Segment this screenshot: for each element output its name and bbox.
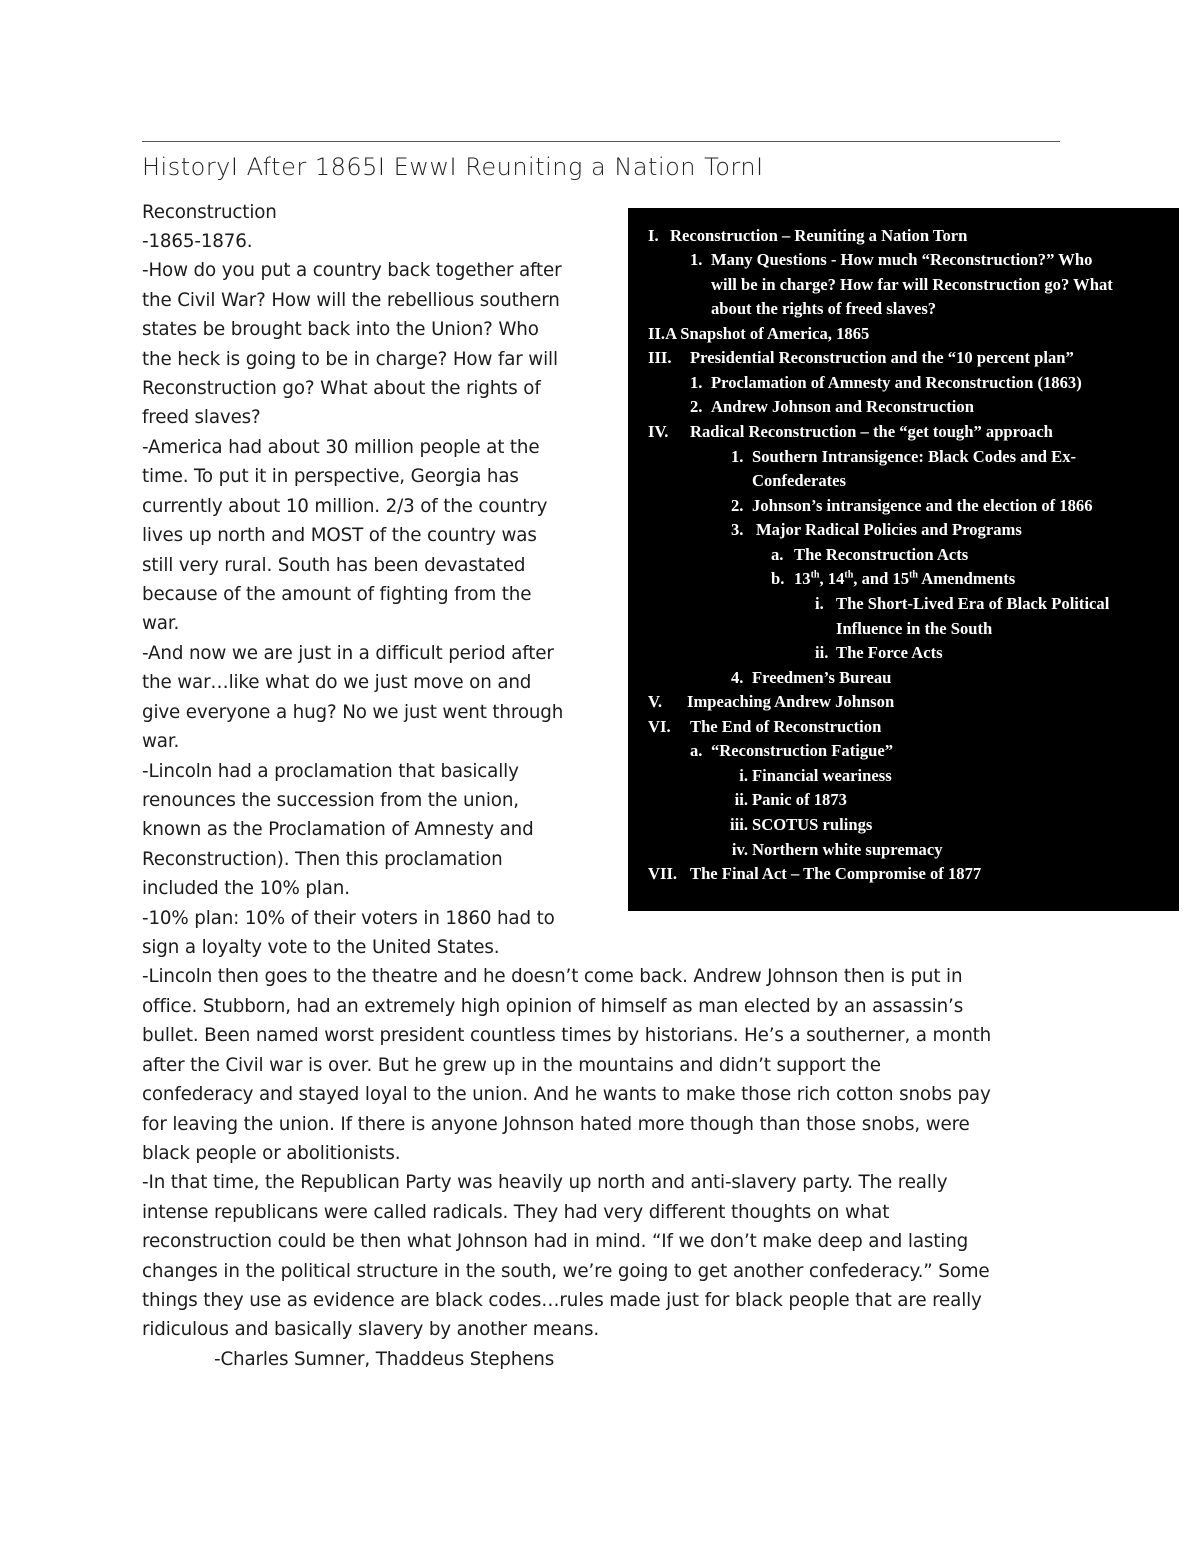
body-line: ridiculous and basically slavery by another means. [142,1319,599,1340]
body-line: the Civil War? How will the rebellious southern [142,290,560,311]
body-line: reconstruction could be then what Johnson had in mind. “If we don’t make deep and lasting [142,1231,969,1252]
body-line: the heck is going to be in charge? How far will [142,349,558,370]
outline-item: II.A Snapshot of America, 1865 [648,324,870,343]
outline-item: a. “Reconstruction Fatigue” [690,741,894,760]
body-line: Reconstruction [142,202,277,223]
outline-item: ii. Panic of 1873 [734,790,847,809]
outline-item: 2. Andrew Johnson and Reconstruction [690,397,974,416]
body-line: renounces the succession from the union, [142,790,519,811]
body-line: intense republicans were called radicals. They had very different thoughts on what [142,1202,890,1223]
body-line: -Lincoln then goes to the theatre and he doesn’t come back. Andrew Johnson then is put in [142,966,963,987]
outline-item: I. Reconstruction – Reuniting a Nation Torn [648,226,968,245]
body-line: the war…like what do we just move on and [142,672,532,693]
body-line: bullet. Been named worst president countless times by historians. He’s a southerner, a month [142,1025,992,1046]
body-line: for leaving the union. If there is anyone Johnson hated more though than those snobs, were [142,1114,970,1135]
body-line: currently about 10 million. 2/3 of the country [142,496,548,517]
body-line: Reconstruction). Then this proclamation [142,849,503,870]
body-line: confederacy and stayed loyal to the union. And he wants to make those rich cotton snobs pay [142,1084,991,1105]
outline-item: IV. Radical Reconstruction – the “get tough” approach [648,422,1053,441]
header-rule [142,141,1060,142]
outline-item: ii. The Force Acts [815,643,943,662]
body-line: still very rural. South has been devastated [142,555,526,576]
outline-item: 1. Many Questions - How much “Reconstruction?” Who [690,250,1093,269]
outline-item: iv. Northern white supremacy [731,840,943,859]
outline-item: 3. Major Radical Policies and Programs [731,520,1022,539]
body-line: Reconstruction go? What about the rights of [142,378,541,399]
body-line: office. Stubborn, had an extremely high opinion of himself as man elected by an assassin’s [142,996,964,1017]
outline-item: Influence in the South [836,619,993,638]
outline-item: will be in charge? How far will Reconstruction go? What [711,275,1113,294]
outline-item: V. Impeaching Andrew Johnson [648,692,895,711]
outline-item: 1. Proclamation of Amnesty and Reconstruction (1863) [690,373,1082,392]
outline-item: i. Financial weariness [739,766,892,785]
outline-item: 4. Freedmen’s Bureau [731,668,892,687]
outline-item: VII. The Final Act – The Compromise of 1877 [648,864,982,883]
body-line: war. [142,613,180,634]
body-line: freed slaves? [142,407,261,428]
outline-item: VI. The End of Reconstruction [648,717,882,736]
body-line: -1865-1876. [142,231,253,252]
page-title: HistoryI After 1865I EwwI Reuniting a Nation TornI [142,153,764,181]
outline-item: III. Presidential Reconstruction and the “10 percent plan” [648,348,1074,367]
body-line: -How do you put a country back together after [142,260,562,281]
outline-item: iii. SCOTUS rulings [730,815,873,834]
body-line: because of the amount of fighting from the [142,584,532,605]
outline-item: about the rights of freed slaves? [711,299,937,318]
outline-item: 1. Southern Intransigence: Black Codes and Ex- [731,447,1077,466]
body-line: included the 10% plan. [142,878,350,899]
body-line: sign a loyalty vote to the United States. [142,937,500,958]
body-line: -And now we are just in a difficult period after [142,643,554,664]
body-line: states be brought back into the Union? Who [142,319,539,340]
outline-item: 2. Johnson’s intransigence and the election of 1866 [731,496,1093,515]
body-line: things they use as evidence are black codes…rules made just for black people that are really [142,1290,982,1311]
body-line: time. To put it in perspective, Georgia has [142,466,519,487]
body-line: changes in the political structure in the south, we’re going to get another confederacy.” Some [142,1261,990,1282]
body-line: give everyone a hug? No we just went through [142,702,564,723]
body-line: -America had about 30 million people at the [142,437,540,458]
body-line: war. [142,731,180,752]
outline-item: i. The Short-Lived Era of Black Political [815,594,1110,613]
body-line: lives up north and MOST of the country was [142,525,537,546]
body-line: -10% plan: 10% of their voters in 1860 had to [142,908,555,929]
outline-item: a. The Reconstruction Acts [771,545,969,564]
body-line: after the Civil war is over. But he grew up in the mountains and didn’t support the [142,1055,881,1076]
outline-item: b. 13th, 14th, and 15th Amendments [771,569,1016,588]
body-line: -Charles Sumner, Thaddeus Stephens [214,1349,555,1370]
body-line: black people or abolitionists. [142,1143,401,1164]
outline-image [628,208,1179,911]
body-line: -Lincoln had a proclamation that basically [142,761,519,782]
outline-item: Confederates [752,471,847,490]
body-line: -In that time, the Republican Party was heavily up north and anti-slavery party. The really [142,1172,948,1193]
body-line: known as the Proclamation of Amnesty and [142,819,534,840]
